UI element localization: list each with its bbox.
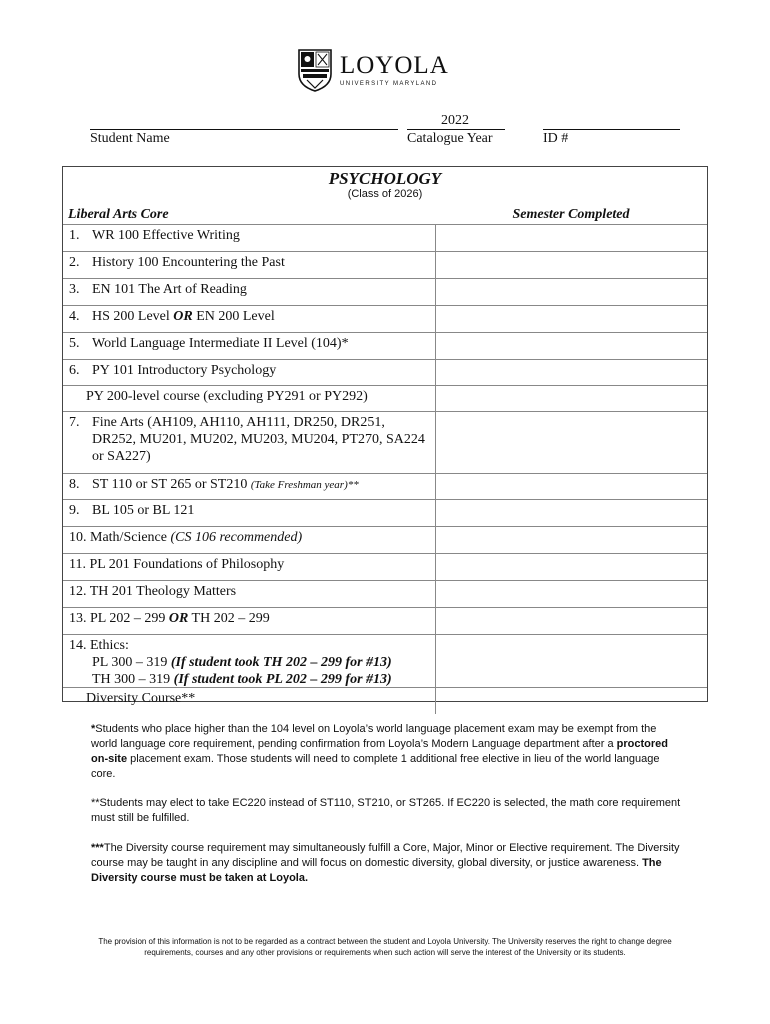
course-note: (CS 106 recommended) (170, 530, 303, 545)
id-label: ID # (543, 131, 569, 146)
catalogue-year-value: 2022 (441, 113, 469, 128)
semester-cell[interactable] (435, 608, 707, 634)
table-row: 4. HS 200 Level OR EN 200 Level (63, 305, 707, 332)
course-text: Diversity Course** (86, 691, 196, 706)
table-row: 9. BL 105 or BL 121 (63, 499, 707, 526)
semester-cell[interactable] (435, 527, 707, 553)
table-row: 1. WR 100 Effective Writing (63, 224, 707, 251)
table-row: 10. Math/Science (CS 106 recommended) (63, 526, 707, 553)
semester-cell[interactable] (435, 360, 707, 385)
student-name-line[interactable] (90, 129, 398, 130)
course-text: HS 200 Level OR EN 200 Level (92, 309, 275, 324)
course-text: PL 201 Foundations of Philosophy (89, 557, 285, 572)
semester-cell[interactable] (435, 225, 707, 251)
semester-cell[interactable] (435, 474, 707, 499)
logo-subtitle: UNIVERSITY MARYLAND (340, 80, 438, 87)
course-text: PL 202 – 299 OR TH 202 – 299 (90, 611, 270, 626)
course-text: BL 105 or BL 121 (92, 503, 195, 518)
course-rows (63, 224, 707, 714)
semester-cell[interactable] (435, 581, 707, 607)
course-text: WR 100 Effective Writing (92, 228, 240, 243)
course-text: EN 101 The Art of Reading (92, 282, 247, 297)
course-text: ST 110 or ST 265 or ST210 (92, 477, 251, 492)
table-row: 12. TH 201 Theology Matters (63, 580, 707, 607)
semester-cell[interactable] (435, 554, 707, 580)
table-row: 11. PL 201 Foundations of Philosophy (63, 553, 707, 580)
semester-column-header: Semester Completed (512, 207, 630, 222)
disclaimer-footer: The provision of this information is not to be regarded as a contract between the student and Loyola University. The University reserves the right to change degree requirements, courses and any other provisions or requirements when such action will serve the interest of the University or its students. (98, 937, 672, 957)
course-text: Fine Arts (AH109, AH110, AH111, DR250, DR251, DR252, MU201, MU202, MU203, MU204, PT270, SA224 or SA227) (92, 415, 425, 464)
course-text: TH 201 Theology Matters (89, 584, 237, 599)
semester-cell[interactable] (435, 279, 707, 305)
course-text: PY 200-level course (excluding PY291 or PY292) (86, 389, 368, 404)
class-of: (Class of 2026) (347, 188, 423, 200)
semester-cell[interactable] (435, 412, 707, 473)
semester-cell[interactable] (435, 306, 707, 332)
table-row (63, 687, 707, 714)
table-row: 8. ST 110 or ST 265 or ST210 (Take Freshman year)** (63, 473, 707, 499)
catalogue-year-line[interactable] (407, 129, 505, 130)
table-row: 6. PY 101 Introductory Psychology (63, 359, 707, 385)
note-diversity: ***The Diversity course requirement may simultaneously fulfill a Core, Major, Minor or Elective requirement. The Diversity course may be taught in any discipline and will focus on domestic diversity, global diversity, or justice awareness. The Diversity course must be taken at Loyola. (91, 842, 680, 884)
university-crest-icon (298, 48, 332, 92)
course-text: World Language Intermediate II Level (104)* (92, 336, 349, 351)
note-world-language: *Students who place higher than the 104 level on Loyola’s world language placement exam may be exempt from the world language core requirement, pending confirmation from Loyola’s Modern Language department after a proctored on-site placement exam. Those students will need to complete 1 additional free elective in lieu of the world language core. (91, 723, 669, 780)
semester-cell[interactable] (435, 386, 707, 411)
course-note: (Take Freshman year)** (250, 479, 359, 491)
note-math: **Students may elect to take EC220 instead of ST110, ST210, or ST265. If EC220 is selected, the math core requirement must still be fulfilled. (91, 797, 681, 824)
table-row: 5. World Language Intermediate II Level (104)* (63, 332, 707, 359)
semester-cell[interactable] (435, 333, 707, 359)
id-line[interactable] (543, 129, 680, 130)
program-title: PSYCHOLOGY (328, 169, 442, 188)
table-row: 14. Ethics: PL 300 – 319 (If student took TH 202 – 299 for #13) TH 300 – 319 (If student took PL 202 – 299 for #13) (63, 634, 707, 687)
course-text: Ethics: (90, 638, 129, 653)
loyola-logo (298, 46, 449, 94)
course-text: History 100 Encountering the Past (92, 255, 285, 270)
semester-cell[interactable] (435, 635, 707, 687)
semester-cell[interactable] (435, 252, 707, 278)
semester-cell[interactable] (435, 688, 707, 714)
logo-name: LOYOLA (340, 51, 449, 79)
course-note: (If student took TH 202 – 299 for #13) (170, 655, 392, 670)
catalogue-year-label: Catalogue Year (407, 131, 493, 146)
course-text: Math/Science (90, 530, 171, 545)
table-row: 7. Fine Arts (AH109, AH110, AH111, DR250, DR251, DR252, MU201, MU202, MU203, MU204, PT270, SA224 or SA227) (63, 411, 707, 473)
student-name-label: Student Name (90, 131, 170, 146)
requirements-table (62, 166, 708, 706)
table-row: 3. EN 101 The Art of Reading (63, 278, 707, 305)
course-text: PY 101 Introductory Psychology (92, 363, 277, 378)
core-column-header: Liberal Arts Core (68, 207, 169, 222)
course-note: (If student took PL 202 – 299 for #13) (173, 672, 392, 687)
semester-cell[interactable] (435, 500, 707, 526)
table-row: 2. History 100 Encountering the Past (63, 251, 707, 278)
table-row: 13. PL 202 – 299 OR TH 202 – 299 (63, 607, 707, 634)
table-row (63, 385, 707, 411)
